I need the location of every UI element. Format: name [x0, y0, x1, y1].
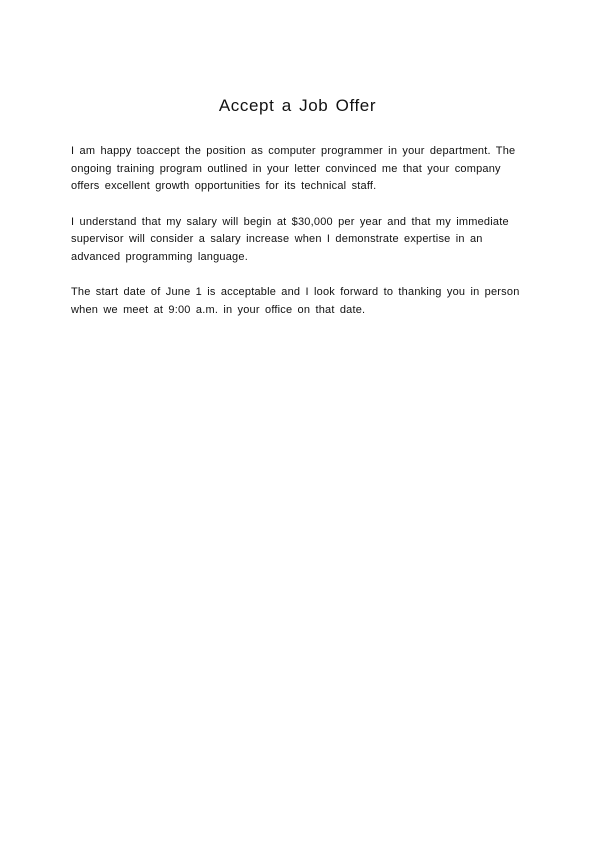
paragraph-start-date: The start date of June 1 is acceptable and I look forward to thanking you in person when we meet at 9:00 a.m. in your office on that date. [71, 286, 520, 316]
letter-body [71, 143, 531, 337]
document-title: Accept a Job Offer [218, 96, 377, 115]
paragraph-salary: I understand that my salary will begin at $30,000 per year and that my immediate supervisor will consider a salary increase when I demonstrate expertise in an advanced programming language. [71, 215, 509, 263]
paragraph-acceptance: I am happy toaccept the position as computer programmer in your department. The ongoing training program outlined in your letter convinced me that your company offers excellent growth opportunities for its technical staff. [71, 145, 516, 192]
